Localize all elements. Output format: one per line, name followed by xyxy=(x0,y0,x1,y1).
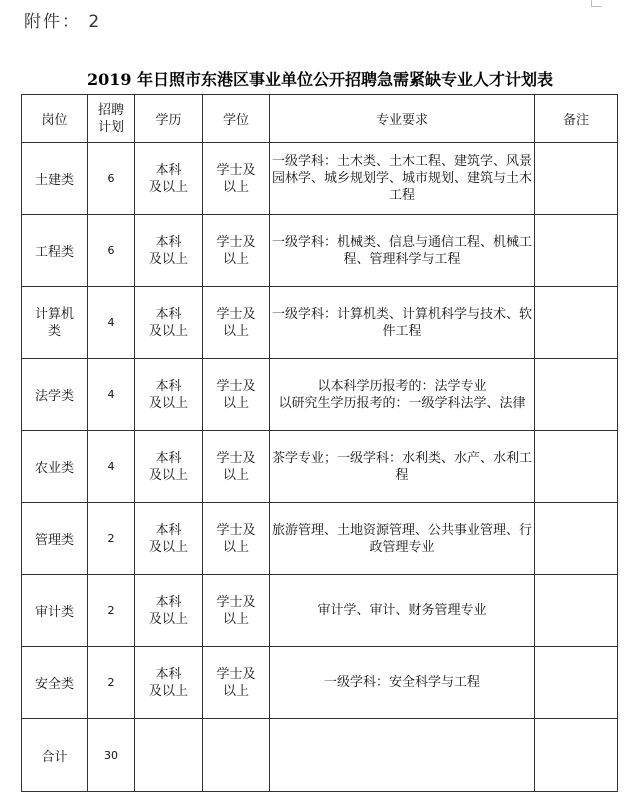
cell-position: 法学类 xyxy=(22,359,88,431)
edu-line2: 及以上 xyxy=(148,539,188,555)
cell-degree xyxy=(203,431,270,503)
edu-line2: 及以上 xyxy=(148,323,188,339)
cell-degree xyxy=(203,287,270,359)
header-degree: 学位 xyxy=(203,95,270,143)
edu-line2: 及以上 xyxy=(148,251,188,267)
edu-line1: 本科 xyxy=(155,594,182,610)
cell-major: 茶学专业；一级学科：水利类、水产、水利工程 xyxy=(270,431,535,503)
recruitment-plan-table xyxy=(21,94,618,792)
deg-line2: 以上 xyxy=(222,323,249,339)
cell-position: 审计类 xyxy=(22,575,88,647)
cell-education xyxy=(135,143,203,215)
cell-count: 2 xyxy=(88,503,135,575)
header-plan-line1: 招聘 xyxy=(97,102,124,118)
cell-major: 审计学、审计、财务管理专业 xyxy=(270,575,535,647)
major-line2: 以研究生学历报考的：一级学科法学、法律 xyxy=(278,395,526,411)
table-row xyxy=(22,503,618,575)
empty-cell xyxy=(203,719,270,792)
header-position: 岗位 xyxy=(22,95,88,143)
cell-degree xyxy=(203,215,270,287)
cell-count: 2 xyxy=(88,647,135,719)
cell-degree xyxy=(203,575,270,647)
cell-count: 4 xyxy=(88,287,135,359)
header-major: 专业要求 xyxy=(270,95,535,143)
deg-line2: 以上 xyxy=(222,179,249,195)
header-plan-line2: 计划 xyxy=(97,119,124,135)
edu-line1: 本科 xyxy=(155,378,182,394)
cell-count: 6 xyxy=(88,143,135,215)
cell-count: 2 xyxy=(88,575,135,647)
header-plan xyxy=(88,95,135,143)
deg-line1: 学士及 xyxy=(216,522,256,538)
cell-position: 土建类 xyxy=(22,143,88,215)
edu-line2: 及以上 xyxy=(148,179,188,195)
cell-education xyxy=(135,287,203,359)
cell-remarks xyxy=(535,647,618,719)
edu-line2: 及以上 xyxy=(148,611,188,627)
page-corner-mark xyxy=(591,0,602,7)
cell-major xyxy=(270,359,535,431)
total-label: 合计 xyxy=(22,719,88,792)
edu-line1: 本科 xyxy=(155,162,182,178)
table-row xyxy=(22,647,618,719)
cell-position: 管理类 xyxy=(22,503,88,575)
deg-line1: 学士及 xyxy=(216,378,256,394)
page-title: 2019 年日照市东港区事业单位公开招聘急需紧缺专业人才计划表 xyxy=(86,70,554,89)
edu-line2: 及以上 xyxy=(148,467,188,483)
deg-line2: 以上 xyxy=(222,611,249,627)
deg-line1: 学士及 xyxy=(216,234,256,250)
cell-education xyxy=(135,215,203,287)
cell-remarks xyxy=(535,215,618,287)
cell-education xyxy=(135,575,203,647)
cell-position xyxy=(22,287,88,359)
edu-line1: 本科 xyxy=(155,522,182,538)
header-education: 学历 xyxy=(135,95,203,143)
cell-major: 一级学科：计算机类、计算机科学与技术、软件工程 xyxy=(270,287,535,359)
cell-major: 一级学科：土木类、土木工程、建筑学、风景园林学、城乡规划学、城市规划、建筑与土木工程 xyxy=(270,143,535,215)
position-line2: 类 xyxy=(47,323,61,339)
edu-line1: 本科 xyxy=(155,450,182,466)
edu-line1: 本科 xyxy=(155,234,182,250)
edu-line2: 及以上 xyxy=(148,395,188,411)
deg-line1: 学士及 xyxy=(216,594,256,610)
deg-line2: 以上 xyxy=(222,395,249,411)
deg-line2: 以上 xyxy=(222,251,249,267)
table-row xyxy=(22,215,618,287)
cell-education xyxy=(135,647,203,719)
cell-education xyxy=(135,359,203,431)
empty-cell xyxy=(135,719,203,792)
cell-degree xyxy=(203,143,270,215)
cell-education xyxy=(135,503,203,575)
cell-remarks xyxy=(535,503,618,575)
cell-position: 工程类 xyxy=(22,215,88,287)
cell-position: 安全类 xyxy=(22,647,88,719)
cell-major: 一级学科：机械类、信息与通信工程、机械工程、管理科学与工程 xyxy=(270,215,535,287)
cell-education xyxy=(135,431,203,503)
empty-cell xyxy=(270,719,535,792)
cell-count: 4 xyxy=(88,431,135,503)
deg-line1: 学士及 xyxy=(216,450,256,466)
edu-line1: 本科 xyxy=(155,666,182,682)
total-row xyxy=(22,719,618,792)
deg-line1: 学士及 xyxy=(216,162,256,178)
cell-degree xyxy=(203,647,270,719)
cell-degree xyxy=(203,503,270,575)
cell-remarks xyxy=(535,143,618,215)
cell-remarks xyxy=(535,287,618,359)
deg-line2: 以上 xyxy=(222,683,249,699)
table-row xyxy=(22,359,618,431)
table-row xyxy=(22,575,618,647)
table-header-row xyxy=(22,95,618,143)
table-row xyxy=(22,287,618,359)
cell-major: 旅游管理、土地资源管理、公共事业管理、行政管理专业 xyxy=(270,503,535,575)
deg-line1: 学士及 xyxy=(216,306,256,322)
edu-line2: 及以上 xyxy=(148,683,188,699)
table-row xyxy=(22,431,618,503)
cell-count: 4 xyxy=(88,359,135,431)
deg-line2: 以上 xyxy=(222,467,249,483)
cell-degree xyxy=(203,359,270,431)
cell-position: 农业类 xyxy=(22,431,88,503)
header-remarks: 备注 xyxy=(535,95,618,143)
table-row xyxy=(22,143,618,215)
cell-remarks xyxy=(535,575,618,647)
position-line1: 计算机 xyxy=(34,306,74,322)
empty-cell xyxy=(535,719,618,792)
major-line1: 以本科学历报考的：法学专业 xyxy=(317,378,487,394)
cell-remarks xyxy=(535,431,618,503)
deg-line1: 学士及 xyxy=(216,666,256,682)
total-count: 30 xyxy=(88,719,135,792)
attachment-label: 附件： 2 xyxy=(24,12,102,32)
cell-major: 一级学科：安全科学与工程 xyxy=(270,647,535,719)
cell-count: 6 xyxy=(88,215,135,287)
deg-line2: 以上 xyxy=(222,539,249,555)
edu-line1: 本科 xyxy=(155,306,182,322)
cell-remarks xyxy=(535,359,618,431)
